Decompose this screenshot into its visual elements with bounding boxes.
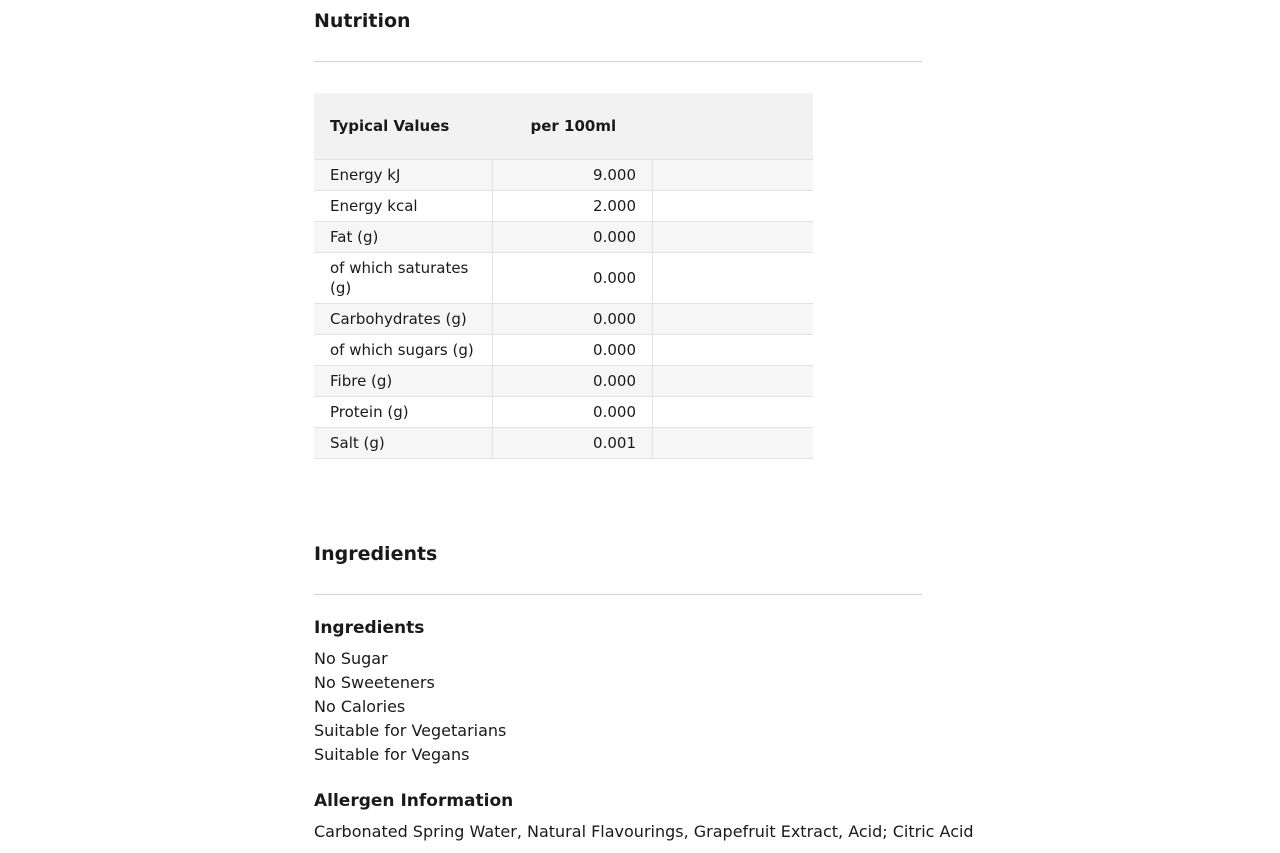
nutrient-name: Fat (g) bbox=[314, 222, 493, 253]
nutrient-name: of which sugars (g) bbox=[314, 335, 493, 366]
nutrition-table-header bbox=[314, 93, 813, 160]
empty-cell bbox=[653, 335, 814, 366]
nutrition-row bbox=[314, 335, 813, 366]
empty-cell bbox=[653, 304, 814, 335]
allergen-text: Carbonated Spring Water, Natural Flavourings, Grapefruit Extract, Acid; Citric Acid bbox=[314, 822, 974, 841]
nutrient-value: 0.000 bbox=[493, 304, 653, 335]
nutrition-row bbox=[314, 160, 813, 191]
nutrition-heading: Nutrition bbox=[314, 10, 411, 32]
nutrient-value: 2.000 bbox=[493, 191, 653, 222]
nutrient-name: Salt (g) bbox=[314, 428, 493, 459]
ingredients-heading: Ingredients bbox=[314, 543, 438, 565]
nutrition-row bbox=[314, 428, 813, 459]
nutrient-value: 0.000 bbox=[493, 366, 653, 397]
ingredient-item: Suitable for Vegetarians bbox=[314, 721, 507, 740]
empty-cell bbox=[653, 160, 814, 191]
empty-cell bbox=[653, 397, 814, 428]
empty-cell bbox=[653, 191, 814, 222]
nutrient-value: 0.000 bbox=[493, 397, 653, 428]
nutrition-row bbox=[314, 222, 813, 253]
nutrient-value: 0.000 bbox=[493, 335, 653, 366]
ingredient-item: No Calories bbox=[314, 697, 406, 716]
ingredients-divider bbox=[314, 594, 922, 595]
ingredients-subheading: Ingredients bbox=[314, 618, 425, 638]
nutrition-table bbox=[314, 93, 813, 459]
nutrient-name: Energy kJ bbox=[314, 160, 493, 191]
empty-cell bbox=[653, 253, 814, 304]
empty-cell bbox=[653, 222, 814, 253]
nutrient-name: Protein (g) bbox=[314, 397, 493, 428]
ingredient-item: Suitable for Vegans bbox=[314, 745, 470, 764]
nutrient-value: 0.000 bbox=[493, 222, 653, 253]
nutrient-value: 0.001 bbox=[493, 428, 653, 459]
nutrition-row bbox=[314, 397, 813, 428]
nutrition-row bbox=[314, 304, 813, 335]
ingredient-item: No Sweeteners bbox=[314, 673, 435, 692]
header-typical-values: Typical Values bbox=[314, 93, 493, 160]
nutrition-row bbox=[314, 366, 813, 397]
nutrition-table-body bbox=[314, 160, 813, 459]
nutrient-name: Energy kcal bbox=[314, 191, 493, 222]
header-per-100ml: per 100ml bbox=[493, 93, 814, 160]
nutrient-name: of which saturates (g) bbox=[314, 253, 493, 304]
nutrient-value: 9.000 bbox=[493, 160, 653, 191]
empty-cell bbox=[653, 428, 814, 459]
nutrition-row bbox=[314, 191, 813, 222]
ingredient-item: No Sugar bbox=[314, 649, 388, 668]
empty-cell bbox=[653, 366, 814, 397]
nutrient-name: Fibre (g) bbox=[314, 366, 493, 397]
allergen-heading: Allergen Information bbox=[314, 791, 514, 811]
nutrition-divider bbox=[314, 61, 922, 62]
nutrient-value: 0.000 bbox=[493, 253, 653, 304]
nutrient-name: Carbohydrates (g) bbox=[314, 304, 493, 335]
nutrition-row bbox=[314, 253, 813, 304]
ingredient-list bbox=[314, 647, 506, 767]
